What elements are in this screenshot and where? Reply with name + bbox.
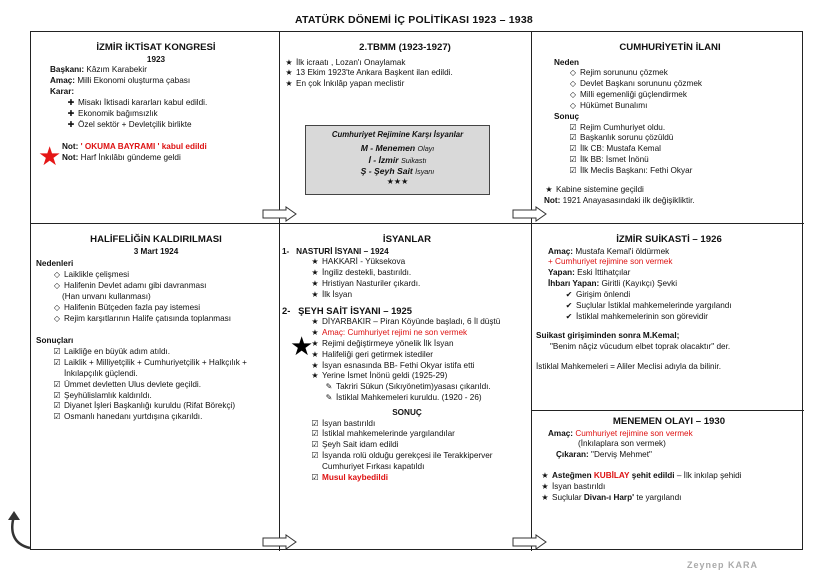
author-watermark: Zeynep KARA [686,560,758,571]
sonuc-label: Sonuç [554,111,580,121]
sonuc-item: İstiklal mahkemelerinde yargılandılar [322,429,455,439]
diamond-icon [50,314,64,325]
asteğmen-label: Asteğmen [552,471,592,481]
star-icon [308,317,322,328]
summary-stars: ★★★ [386,177,409,187]
star-icon [538,482,552,493]
yapan-value: Eski İttihatçılar [577,268,631,278]
cross-icon [64,98,78,109]
tbmm-title: 2.TBMM (1923-1927) [359,42,451,53]
summary-izmir-sub: Suikastı [400,155,427,165]
star-icon [538,471,552,482]
star-icon [308,371,322,382]
curved-arrow-icon [8,510,38,550]
amac-label: Amaç: [548,246,574,256]
star-icon [308,257,322,268]
tbmm-item: İlk icraatı , Lozan'ı Onaylamak [296,57,406,67]
anayasa-note: 1921 Anayasasındaki ilk değişikliktir. [562,195,695,205]
sonuc-item: İsyanda rolü olduğu gerekçesi ile Terakkiperver Cumhuriyet Fırkası kapatıldı [322,451,493,471]
seyh-item: Yerine İsmet İnönü geldi (1925-29) [322,371,448,381]
seyh-item: Rejimi değiştirmeye yönelik İlk İsyan [322,338,454,348]
suclular-text: Suçlular [552,492,582,502]
pencil-icon [322,382,336,393]
sonuc-item: İlk BB: İsmet İnönü [580,155,649,165]
star-icon [542,185,556,196]
amac-value: Cumhuriyet rejimine son vermek [575,428,693,438]
checkbox-icon [50,412,64,423]
tbmm-item: 13 Ekim 1923'te Ankara Başkent ilan edildi. [296,68,453,78]
neden-item-note: (Han unvanı kullanması) [62,291,151,301]
star-icon [308,279,322,290]
diamond-icon [566,79,580,90]
isyanlar-summary-box [305,125,490,195]
summary-izmir: İ - İzmir [368,154,399,165]
kemal-label: Suikast girişiminden sonra M.Kemal; [536,331,680,341]
checkbox-icon [50,380,64,391]
halifelik-title: HALİFELİĞİN KALDIRILMASI [90,234,222,245]
nedenler-label: Nedenleri [36,259,74,269]
karar-item: Ekonomik bağımsızlık [78,108,158,118]
kemal-quote: "Benim nâçiz vücudum elbet toprak olacaktır" der. [550,342,731,352]
sonuc-item: Şeyhülislamlık kaldırıldı. [64,390,152,400]
item-number: 2- [282,304,291,316]
kabine-item: Kabine sistemine geçildi [556,184,644,194]
isyanlar-panel [282,232,532,548]
pencil-icon [322,393,336,404]
sonuc-item: Laiklik + Milliyetçilik + Cumhuriyetçilik + Halkçılık + İnkılapçılık güçlendi. [64,358,247,378]
ilk-sehit-text: – İlk inkılap şehidi [676,471,742,481]
not-label: Not: [62,142,79,152]
checkbox-icon [50,401,64,412]
checkbox-icon [308,429,322,440]
yapan-label: Yapan: [548,268,575,278]
checkbox-icon [50,347,64,358]
cikaran-value: "Derviş Mehmet" [591,450,652,460]
seyh-item: Halifeliği geri getirmek istediler [322,349,434,359]
check-icon [562,290,576,301]
isyanlar-title: İSYANLAR [382,234,432,245]
seyh-item: DİYARBAKIR – Piran Köyünde başladı, 6 İl düştü [322,317,501,327]
star-icon [308,361,322,372]
ihbar-label: İhbarı Yapan: [548,279,600,289]
sonuc-item: İlk CB: Mustafa Kemal [580,144,661,154]
sonuc-item: Laikliğe en büyük adım atıldı. [64,347,171,357]
ihbar-value: Giritli (Kayıkçı) Şevki [601,279,678,289]
checkbox-icon [50,391,64,402]
sonuclar-label: Sonuçları [36,336,74,346]
cumhuriyet-panel [540,40,800,220]
black-star-icon: ★ [290,331,314,361]
star-icon [282,68,296,79]
sonuc-item: Ümmet devletten Ulus devlete geçildi. [64,379,201,389]
checkbox-icon [308,440,322,451]
izmir-iktisat-panel [38,40,274,220]
suikast-item: Suçlular İstiklal mahkemelerinde yargılandı [576,300,732,310]
neden-item: Halifenin Devlet adamı gibi davranması [64,281,207,291]
kubilay-name: KUBİLAY [593,471,630,481]
red-star-icon: ★ [38,141,62,171]
nasturi-item: Hristiyan Nasturiler çıkardı. [322,279,421,289]
item-number: 1- [282,246,290,256]
sehit-text: şehit edildi [631,471,675,481]
sonuc-item: Rejim Cumhuriyet oldu. [580,122,666,132]
amac-value-2: + Cumhuriyet rejimine son vermek [548,257,673,267]
page-title: ATATÜRK DÖNEMİ İÇ POLİTİKASI 1923 – 1938 [295,14,533,26]
diamond-icon [566,68,580,79]
check-icon [562,312,576,323]
checkbox-icon [566,123,580,134]
amac-value: Mustafa Kemal'i öldürmek [575,246,670,256]
karar-label: Karar: [50,87,75,97]
neden-item: Hükümet Bunalımı [580,100,648,110]
cumhuriyet-title: CUMHURİYETİN İLANI [619,42,721,53]
menemen-panel [536,412,802,548]
arrow-right-icon [262,534,298,550]
diamond-icon [50,303,64,314]
cikaran-label: Çıkaran: [556,450,589,460]
karar-item: Misakı İktisadi kararları kabul edildi. [78,97,208,107]
yargilandi-text: te yargılandı [636,492,682,502]
nasturi-item: HAKKARİ - Yüksekova [322,257,406,267]
not-label: Not: [544,195,561,205]
izmir-iktisat-title: İZMİR İKTİSAT KONGRESİ [96,42,216,53]
sonuc-item: Osmanlı hanedanı yurtdışına çıkarıldı. [64,412,203,422]
izmir-suikasti-panel [536,232,802,404]
suikast-item: İstiklal mahkemelerinin son görevidir [576,311,708,321]
baskan-value: Kâzım Karabekir [86,65,147,75]
not-label: Not: [62,153,79,163]
star-icon [538,493,552,504]
amac-label: Amaç: [50,76,76,86]
checkbox-icon [566,155,580,166]
suikast-item: Girişim önlendi [576,289,631,299]
sonuc-label: SONUÇ [392,407,422,417]
checkbox-icon [308,473,322,484]
checkbox-icon [566,133,580,144]
checkbox-icon [566,166,580,177]
checkbox-icon [308,451,322,462]
neden-label: Neden [554,57,580,67]
sonuc-item: İlk Meclis Başkanı: Fethi Okyar [580,165,693,175]
halifelik-panel [36,232,276,548]
nasturi-item: İlk İsyan [322,289,353,299]
mahkeme-note: İstiklal Mahkemeleri = Aliler Meclisi adıyla da bilinir. [536,362,721,372]
menemen-title: MENEMEN OLAYI – 1930 [612,416,726,427]
musul-item: Musul kaybedildi [322,472,388,482]
harf-inkilabi-note: Harf İnkılâbı gündeme geldi [80,153,181,163]
seyh-item-amac: Amaç: Cumhuriyet rejimi ne son vermek [322,328,468,338]
halifelik-date: 3 Mart 1924 [133,246,179,256]
neden-item: Devlet Başkanı sorununu çözmek [580,79,702,89]
neden-item: Rejim sorununu çözmek [580,68,668,78]
neden-item: Rejim karşıtlarının Halife çatısında toplanması [64,313,232,323]
izmir-iktisat-year: 1923 [146,54,166,64]
tbmm-item: En çok İnkılâp yapan meclistir [296,79,405,89]
arrow-right-icon [512,206,548,222]
seyh-item: İsyan esnasında BB- Fethi Okyar istifa etti [322,360,475,370]
arrow-right-icon [512,534,548,550]
izmir-suikasti-title: İZMİR SUİKASTİ – 1926 [616,234,722,245]
star-icon [282,58,296,69]
star-icon [282,79,296,90]
tbmm-panel [282,40,528,115]
diamond-icon [566,101,580,112]
karar-item: Özel sektör + Devletçilik birlikte [78,119,192,129]
sonuc-item: İsyan bastırıldı [322,418,376,428]
seyh-subitem: İstiklal Mahkemeleri kuruldu. (1920 - 26) [336,393,482,402]
okuma-bayrami-note: ' OKUMA BAYRAMI ' kabul edildi [80,142,207,152]
summary-seyh-sait-sub: İsyanı [415,166,435,176]
summary-box-title: Cumhuriyet Rejimine Karşı İsyanlar [331,130,464,139]
divan-i-harp-text: Divan-ı Harp' [583,492,635,502]
check-icon [562,301,576,312]
neden-item: Milli egemenliği güçlendirmek [580,90,687,100]
checkbox-icon [566,144,580,155]
nasturi-item: İngiliz destekli, bastırıldı. [322,268,412,278]
amac-label: Amaç: [548,428,574,438]
baskan-label: Başkanı: [50,65,85,75]
amac-value-2: (İnkılaplara son vermek) [578,439,666,449]
nasturi-title: NASTURİ İSYANI – 1924 [296,246,389,256]
diamond-icon [566,90,580,101]
divider-v1 [279,32,280,551]
star-icon [308,268,322,279]
sonuc-item: Şeyh Sait idam edildi [322,440,399,450]
diamond-icon [50,270,64,281]
neden-item: Halifenin Bütçeden fazla pay istemesi [64,302,201,312]
sonuc-item: Başkanlık sorunu çözüldü [580,133,674,143]
divider-h2 [531,410,804,411]
summary-menemen: M - Menemen [360,143,416,154]
diamond-icon [50,281,64,292]
amac-value: Milli Ekonomi oluşturma çabası [77,76,191,86]
seyh-subitem: Takriri Sükun (Sıkıyönetim)yasası çıkarıldı. [336,382,491,392]
sonuc-item: Diyanet İşleri Başkanlığı kuruldu (Rifat Börekçi) [64,401,236,411]
star-icon [308,290,322,301]
checkbox-icon [308,419,322,430]
cross-icon [64,109,78,120]
seyh-sait-title: ŞEYH SAİT İSYANI – 1925 [298,304,412,316]
menemen-item: İsyan bastırıldı [552,481,606,491]
checkbox-icon [50,358,64,369]
summary-menemen-sub: Olayı [417,144,435,154]
cross-icon [64,120,78,131]
arrow-right-icon [262,206,298,222]
summary-seyh-sait: Ş - Şeyh Sait [360,165,413,176]
neden-item: Laiklikle çelişmesi [64,270,130,280]
divider-h1 [31,223,804,224]
